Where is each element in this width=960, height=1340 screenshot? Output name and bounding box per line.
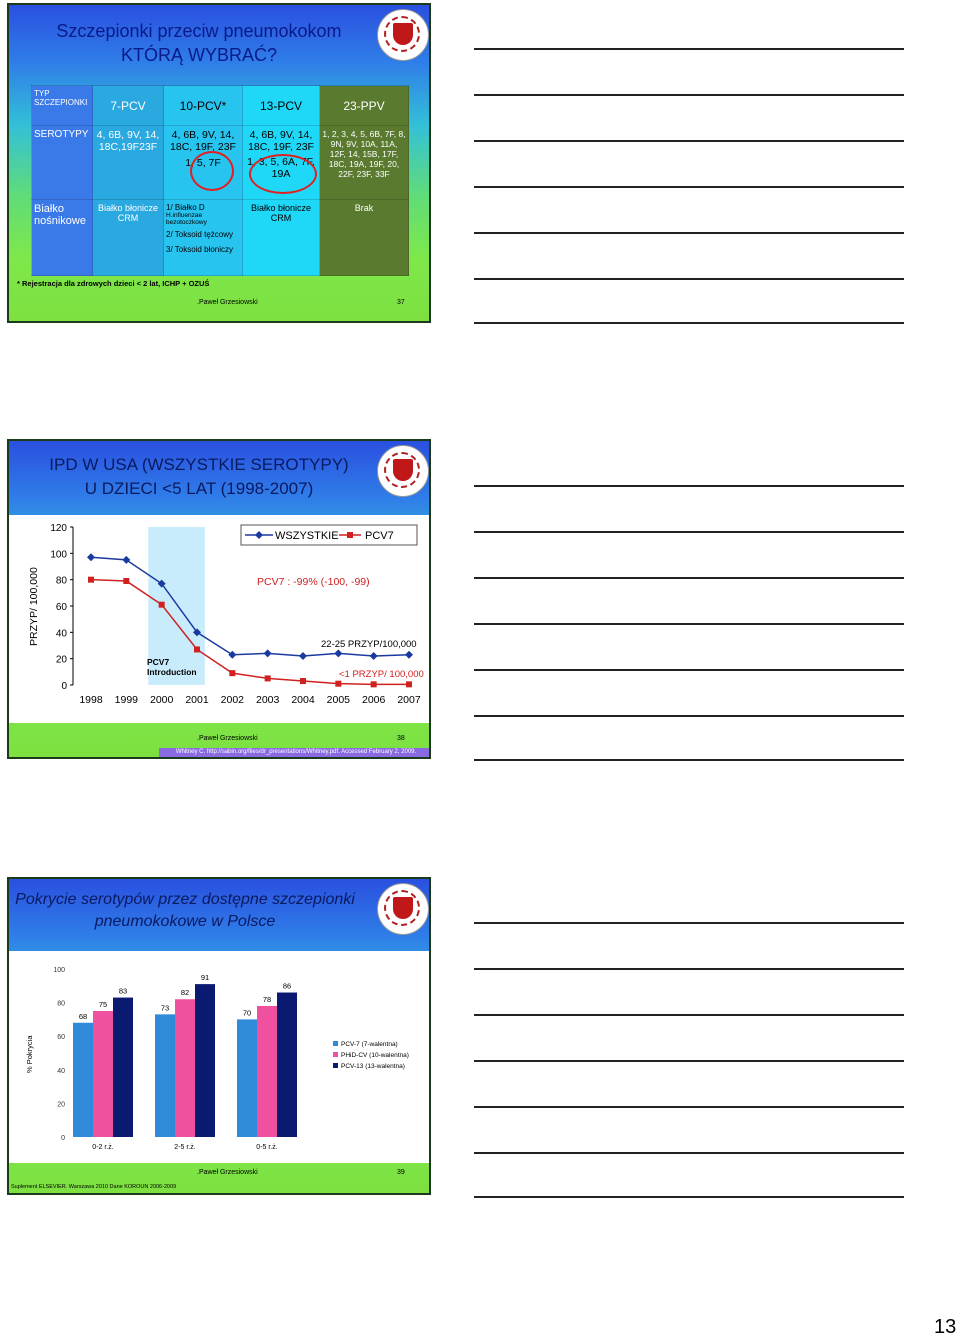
data-point-wszystkie (264, 649, 272, 657)
y-tick-label: 100 (53, 967, 65, 974)
data-point-pcv7 (194, 646, 200, 652)
slide-title (29, 19, 369, 67)
x-tick-label: 0-5 r.ż. (256, 1144, 278, 1151)
pcv10-carrier-1: 1/ Białko D (166, 203, 205, 212)
bar-value-label: 83 (118, 986, 128, 996)
pcv13-carrier: Białko błonicze CRM (243, 200, 320, 276)
data-point-pcv7 (265, 675, 271, 681)
data-point-pcv7 (371, 681, 377, 687)
ppv23-carrier: Brak (320, 200, 409, 276)
annotation-all-rate: 22-25 PRZYP/100,000 (321, 639, 417, 650)
pcv7-carrier: Białko błonicze CRM (93, 200, 164, 276)
data-point-pcv7 (88, 577, 94, 583)
legend-label-2: PHiD-CV (10-walentna) (341, 1052, 409, 1059)
data-point-pcv7 (123, 578, 129, 584)
ppv23-serotypes: 1, 2, 3, 4, 5, 6B, 7F, 8, 9N, 9V, 10A, 11A, 12F, 14, 15B, 17F, 18C, 19A, 19F, 20, 22F, 23F, 33F (320, 126, 409, 200)
x-tick-label: 2006 (361, 694, 386, 706)
citation: Whitney C. http://sabin.org/files/dr_presentations/Whitney.pdf. Accessed February 2, 2009. (159, 748, 431, 757)
y-tick-label: 20 (57, 1101, 65, 1109)
bar-1 (237, 1019, 257, 1137)
title-line-1: IPD W USA (WSZYSTKIE SEROTYPY) (49, 455, 349, 474)
author: .Paweł Grzesiowski (197, 299, 258, 306)
y-axis-label: PRZYP/ 100,000 (28, 567, 40, 646)
pcv13-serotypes-a: 4, 6B, 9V, 14, 18C, 19F, 23F (248, 129, 314, 153)
header-pcv13: 13-PCV (243, 86, 320, 126)
pcv7-serotypes: 4, 6B, 9V, 14, 18C,19F23F (93, 126, 164, 200)
legend-swatch-2 (333, 1052, 338, 1057)
header-type: TYP SZCZEPIONKI (32, 86, 93, 126)
y-tick-label: 60 (57, 1034, 65, 1042)
footnote: * Rejestracja dla zdrowych dzieci < 2 lat, ICHP + OZUŚ (17, 279, 210, 288)
slide-number: 39 (397, 1169, 405, 1176)
y-tick-label: 0 (61, 681, 67, 692)
data-point-wszystkie (122, 556, 130, 564)
y-tick-label: 120 (50, 523, 67, 534)
data-point-pcv7 (335, 681, 341, 687)
header-ppv23: 23-PPV (320, 86, 409, 126)
annotation-intro-1: PCV7 (147, 657, 170, 667)
source-note: Suplement ELSEVIER. Warszawa 2010 Dane KOROUN 2006-2009 (11, 1184, 177, 1190)
data-point-wszystkie (299, 652, 307, 660)
bar-1 (155, 1014, 175, 1137)
pcv10-carrier-3: 2/ Toksoid tężcowy (166, 230, 233, 239)
y-tick-label: 100 (50, 549, 67, 561)
title-line-2: KTÓRĄ WYBRAĆ? (120, 45, 278, 65)
y-axis-label: % Pokrycia (25, 1035, 34, 1073)
title-line-2: U DZIECI <5 LAT (1998-2007) (84, 479, 314, 498)
institute-logo (377, 883, 429, 935)
x-tick-label: 2-5 r.ż. (174, 1144, 196, 1151)
data-point-wszystkie (228, 651, 236, 659)
slide-title (15, 889, 355, 933)
institute-logo (377, 9, 429, 61)
pcv10-serotypes-b: 1, 5, 7F (185, 157, 221, 169)
bar-value-label: 78 (262, 994, 272, 1004)
slide-39 (7, 877, 431, 1195)
author: .Paweł Grzesiowski (197, 1169, 258, 1176)
legend-label-3: PCV-13 (13-walentna) (341, 1063, 405, 1070)
title-line-1: Szczepionki przeciw pneumokokom (56, 21, 342, 41)
x-tick-label: 2004 (291, 694, 315, 706)
author: .Paweł Grzesiowski (197, 735, 258, 742)
data-point-pcv7 (300, 678, 306, 684)
y-tick-label: 60 (55, 602, 67, 613)
highlight-circle-pcv10 (190, 151, 234, 191)
pcv10-carrier-2: H.influenzae bezotoczkowy (166, 212, 207, 226)
slide-title (39, 453, 359, 501)
bar-value-label: 70 (242, 1008, 252, 1018)
bar-3 (113, 998, 133, 1137)
data-point-wszystkie (87, 553, 95, 561)
data-point-pcv7 (159, 602, 165, 608)
bar-3 (277, 993, 297, 1137)
x-tick-label: 1998 (79, 694, 103, 706)
x-tick-label: 1999 (114, 694, 139, 706)
bar-2 (257, 1006, 277, 1137)
row-label-carrier: Białko nośnikowe (32, 200, 93, 276)
y-tick-label: 0 (61, 1135, 65, 1142)
x-tick-label: 2000 (149, 694, 174, 706)
institute-logo (377, 445, 429, 497)
slide-37 (7, 3, 431, 323)
data-point-pcv7 (229, 670, 235, 676)
legend-marker-pcv7 (347, 532, 353, 538)
x-tick-label: 2007 (397, 694, 421, 706)
annotation-pcv7-reduction: PCV7 : -99% (-100, -99) (257, 576, 370, 588)
header-pcv7: 7-PCV (93, 86, 164, 126)
ipd-line-chart (9, 515, 431, 725)
legend-swatch-3 (333, 1063, 338, 1068)
slide-38 (7, 439, 431, 759)
title-line-2: pneumokokowe w Polsce (94, 913, 276, 930)
bar-1 (73, 1023, 93, 1137)
y-tick-label: 20 (55, 654, 67, 666)
annotation-pcv7-rate: <1 PRZYP/ 100,000 (339, 669, 424, 680)
pcv10-carrier (164, 200, 243, 276)
slide-number: 37 (397, 299, 405, 306)
y-tick-label: 40 (55, 628, 67, 640)
coverage-bar-chart (9, 951, 431, 1163)
y-tick-label: 80 (55, 575, 67, 587)
y-tick-label: 80 (57, 1000, 65, 1008)
bar-value-label: 91 (200, 973, 210, 983)
data-point-wszystkie (405, 651, 413, 659)
bar-value-label: 68 (78, 1011, 88, 1021)
bar-value-label: 75 (98, 1000, 108, 1009)
x-tick-label: 2002 (220, 694, 245, 706)
x-tick-label: 0-2 r.ż. (92, 1144, 114, 1151)
pcv10-serotypes-a: 4, 6B, 9V, 14, 18C, 19F, 23F (170, 129, 236, 153)
x-tick-label: 2003 (255, 694, 280, 706)
pcv13-serotypes-b: 1, 3, 5, 6A, 7F, 19A (247, 156, 315, 180)
bar-2 (93, 1011, 113, 1137)
legend-label-wszystkie: WSZYSTKIE (275, 530, 339, 542)
row-label-serotypes: SEROTYPY (32, 126, 93, 200)
bar-2 (175, 999, 195, 1137)
data-point-pcv7 (406, 681, 412, 687)
slide-number: 38 (397, 735, 405, 742)
header-pcv10: 10-PCV* (164, 86, 243, 126)
annotation-intro-2: Introduction (147, 667, 197, 677)
y-tick-label: 40 (57, 1067, 65, 1075)
x-tick-label: 2001 (185, 694, 209, 706)
legend-label-1: PCV-7 (7-walentna) (341, 1041, 398, 1048)
x-tick-label: 2005 (326, 694, 351, 706)
pcv10-carrier-4: 3/ Toksoid błoniczy (166, 245, 233, 254)
page-number: 13 (934, 1316, 957, 1338)
legend-label-pcv7: PCV7 (365, 530, 394, 542)
bar-value-label: 82 (180, 988, 190, 998)
data-point-wszystkie (334, 649, 342, 657)
data-point-wszystkie (370, 652, 378, 660)
title-line-1: Pokrycie serotypów przez dostępne szczepionki (15, 891, 355, 908)
bar-value-label: 86 (282, 981, 292, 991)
legend-swatch-1 (333, 1041, 338, 1046)
bar-value-label: 73 (160, 1003, 170, 1013)
bar-3 (195, 984, 215, 1137)
highlight-circle-pcv13 (249, 154, 317, 194)
